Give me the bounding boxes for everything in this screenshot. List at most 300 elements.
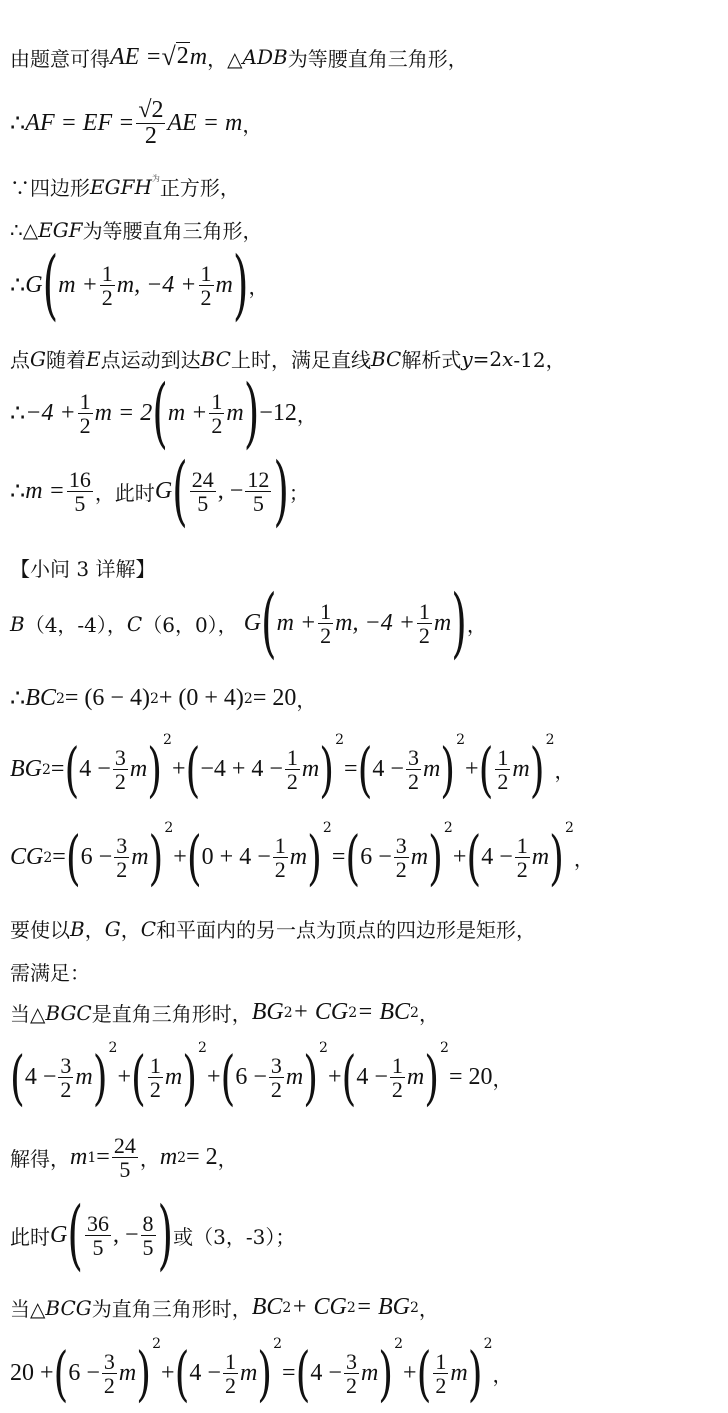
numerator: 24: [191, 467, 214, 492]
math: G: [154, 478, 173, 505]
numerator: 3: [103, 1349, 115, 1374]
math: C: [140, 916, 156, 941]
text: 正方形，: [159, 176, 240, 200]
math: B: [10, 611, 25, 636]
math: AE =: [110, 43, 162, 70]
text: ，: [418, 1002, 439, 1026]
line-19: [10, 1191, 722, 1280]
superscript: 2: [440, 1039, 449, 1056]
math: = (6 − 4): [64, 685, 150, 711]
math: G: [104, 916, 121, 941]
line-14: [10, 914, 722, 943]
right-paren: ): [232, 241, 249, 330]
fraction: [199, 262, 214, 309]
fraction: [245, 468, 271, 515]
left-paren: (: [53, 1339, 69, 1408]
numerator: 1: [391, 1053, 403, 1078]
heading-text: 【小问 3 详解】: [10, 557, 156, 581]
numerator: 1: [286, 745, 298, 770]
text: 点运动到达: [100, 348, 201, 372]
math: G: [243, 610, 262, 637]
line-10: [10, 579, 722, 668]
math: m: [215, 272, 233, 299]
text: （6，0），: [142, 613, 238, 638]
left-paren: (: [65, 823, 81, 892]
math: 6 −: [68, 1360, 100, 1387]
denominator: 2: [101, 285, 113, 311]
text: 解得，: [10, 1147, 70, 1172]
math: +: [465, 756, 479, 783]
math: m: [289, 844, 308, 871]
line-4: [10, 215, 722, 244]
left-paren: (: [261, 579, 277, 668]
math: +: [171, 756, 186, 783]
fraction: [141, 1212, 156, 1259]
left-paren: (: [220, 1043, 236, 1112]
math: =: [96, 1144, 110, 1171]
right-paren: ): [378, 1339, 394, 1408]
right-paren: ): [319, 735, 335, 804]
text: ，: [492, 1067, 513, 1092]
line-5: [10, 241, 722, 330]
right-paren: ): [424, 1043, 440, 1112]
numerator: 24: [113, 1133, 136, 1158]
fraction: [102, 1350, 117, 1397]
line-17: [10, 1039, 722, 1112]
left-paren: (: [295, 1339, 311, 1408]
fraction: [406, 746, 421, 793]
left-paren: (: [466, 823, 482, 892]
fraction: [190, 468, 216, 515]
math: =: [52, 844, 66, 871]
math: BC: [251, 1294, 283, 1320]
denominator: 2: [407, 769, 419, 795]
numerator: 12: [247, 467, 270, 492]
math: +: [173, 844, 187, 871]
right-paren: ): [243, 369, 260, 458]
left-paren: (: [131, 1043, 146, 1112]
math: BCG: [45, 1295, 92, 1320]
math: m: [70, 1144, 88, 1171]
numerator: 36: [86, 1211, 109, 1236]
math: BG: [251, 999, 284, 1025]
denominator: 5: [119, 1157, 131, 1183]
left-paren: (: [416, 1339, 432, 1408]
denominator: 2: [286, 769, 298, 795]
left-paren: (: [10, 1043, 25, 1112]
text: ，△: [207, 46, 243, 71]
math: m +: [276, 610, 317, 637]
math: G: [25, 272, 43, 299]
math: m = 2: [94, 400, 153, 427]
fraction: [58, 1054, 73, 1101]
math: +: [117, 1064, 132, 1091]
superscript: 2: [322, 819, 332, 836]
denominator: 5: [142, 1235, 154, 1261]
numerator: 1: [435, 1349, 447, 1374]
math: G: [50, 1222, 68, 1249]
fraction: [318, 600, 333, 647]
math: 4 −: [24, 1064, 57, 1091]
superscript: 2: [335, 731, 345, 748]
text: 当△: [10, 1002, 46, 1026]
text: ，: [139, 1147, 160, 1172]
text: ∴: [10, 401, 26, 428]
text: ，: [492, 1363, 513, 1388]
math: 6 −: [235, 1064, 267, 1091]
left-paren: (: [341, 1043, 357, 1112]
numerator: √2: [138, 97, 164, 123]
math: m: [129, 756, 148, 783]
denominator: 2: [345, 1373, 357, 1399]
math: m: [422, 756, 441, 783]
math: BGC: [45, 1000, 92, 1025]
superscript: 2: [108, 1039, 118, 1056]
math: EGF: [38, 217, 83, 242]
line-16: 当△ BGC 是直角三角形时， BG 2 + CG 2 = BC 2 ，: [10, 999, 439, 1026]
math: 4 −: [372, 756, 404, 783]
denominator: 2: [79, 413, 91, 439]
line-18: 解得， m 1 = $\frac{24}{5}$ ， m 2 = 2 ，: [10, 1133, 238, 1183]
text: ∴: [10, 479, 26, 506]
text: 为等腰直角三角形，: [82, 219, 263, 243]
sqrt-expression: [162, 42, 190, 72]
math: m: [285, 1064, 304, 1091]
text: ∴: [10, 686, 26, 712]
math: , −: [217, 478, 244, 505]
superscript: 2: [198, 1039, 207, 1056]
math: m: [226, 400, 244, 427]
denominator: 2: [144, 123, 157, 150]
math: BC: [200, 346, 231, 371]
math: m +: [58, 272, 98, 299]
right-paren: ): [147, 735, 163, 804]
numerator: 3: [395, 833, 407, 858]
denominator: 5: [92, 1235, 104, 1261]
math: =: [282, 1360, 296, 1387]
right-paren: ): [440, 735, 456, 804]
math: m, −4 +: [335, 610, 415, 637]
math: + (0 + 4): [158, 685, 244, 711]
math: CG: [10, 844, 44, 871]
math: ADB: [242, 45, 288, 69]
text: ，: [242, 113, 263, 138]
numerator: 1: [224, 1349, 236, 1374]
right-paren: ): [182, 1043, 198, 1112]
math: m: [239, 1360, 258, 1387]
numerator: 1: [497, 745, 509, 770]
text: ，: [466, 613, 487, 638]
left-paren: (: [174, 1339, 190, 1408]
fraction: [100, 262, 115, 309]
math: = 2: [186, 1144, 218, 1171]
left-paren: (: [42, 241, 59, 330]
math: +: [161, 1360, 175, 1387]
math: EGFH: [90, 174, 152, 199]
fraction: [223, 1350, 238, 1397]
math: m: [410, 844, 429, 871]
fraction: [273, 834, 288, 881]
fraction: [394, 834, 409, 881]
line-7: [10, 369, 722, 458]
radical-sign: √: [161, 42, 176, 71]
math: BC: [25, 685, 56, 711]
line-2: [10, 98, 722, 149]
text: 点: [10, 348, 30, 372]
math: 0 + 4 −: [201, 844, 271, 871]
line-21: [10, 1335, 722, 1408]
text: =2: [472, 346, 503, 371]
superscript: 2: [152, 1335, 162, 1352]
numerator: 8: [142, 1211, 154, 1236]
numerator: 1: [149, 1053, 161, 1078]
text: ∴: [10, 111, 26, 138]
numerator: 1: [274, 833, 286, 858]
math: +: [327, 1064, 342, 1091]
math: m: [118, 1360, 137, 1387]
math: m: [450, 1360, 468, 1387]
numerator: 3: [270, 1053, 282, 1078]
line-11: ∴ BC 2 = (6 − 4) 2 + (0 + 4) 2 = 20 ，: [10, 685, 317, 712]
text: ，此时: [94, 481, 155, 506]
right-paren: ): [529, 735, 545, 804]
superscript: 2: [456, 731, 466, 748]
text: ，: [120, 918, 141, 942]
line-8: [10, 447, 722, 536]
text: 随着: [45, 348, 86, 372]
math: m: [159, 1144, 178, 1171]
math: +: [403, 1360, 417, 1387]
text: ，: [296, 688, 317, 712]
denominator: 2: [116, 857, 128, 883]
numerator: 1: [320, 599, 332, 624]
text: ；: [288, 481, 309, 506]
math: B: [70, 916, 85, 941]
math: +: [206, 1064, 221, 1091]
math: = 20: [252, 685, 297, 711]
text: 要使以: [10, 918, 70, 942]
math: AF = EF =: [25, 110, 135, 137]
denominator: 2: [516, 857, 528, 883]
line-20: 当△ BCG 为直角三角形时， BC 2 + CG 2 = BG 2 ，: [10, 1294, 439, 1321]
superscript: 2: [394, 1335, 404, 1352]
line-1: [10, 42, 722, 72]
math: −4 + 4 −: [200, 756, 283, 783]
text: 解析式: [401, 348, 462, 372]
math: m: [406, 1064, 425, 1091]
denominator: 2: [418, 623, 430, 649]
text: 需满足：: [10, 961, 90, 985]
fraction: [417, 600, 432, 647]
denominator: 2: [435, 1373, 447, 1399]
denominator: 2: [270, 1077, 282, 1103]
fraction: [112, 1134, 138, 1181]
text: 是直角三角形时，: [91, 1002, 252, 1026]
math: = BC: [357, 999, 411, 1025]
math: 4 −: [79, 756, 111, 783]
superscript: 2: [443, 819, 453, 836]
math: m: [189, 43, 208, 70]
math: 6 −: [360, 844, 392, 871]
fraction: [136, 98, 165, 149]
left-paren: (: [357, 735, 373, 804]
denominator: 5: [252, 491, 264, 517]
right-paren: ): [148, 823, 164, 892]
math: m: [531, 844, 550, 871]
text: 或（3，-3）；: [173, 1225, 296, 1250]
fraction: [433, 1350, 448, 1397]
math: +: [452, 844, 467, 871]
right-paren: ): [467, 1339, 483, 1408]
math: 4 −: [189, 1360, 221, 1387]
right-paren: ): [257, 1339, 273, 1408]
fraction: [114, 834, 129, 881]
math: m: [164, 1064, 183, 1091]
superscript: 2: [163, 731, 172, 748]
fraction: [113, 746, 128, 793]
text: 为直角三角形时，: [91, 1297, 252, 1321]
text: -12，: [513, 348, 566, 372]
text: 上时，满足直线: [230, 348, 371, 372]
math: m: [75, 1064, 93, 1091]
math: m +: [167, 400, 208, 427]
fraction: [390, 1054, 405, 1101]
math: m: [360, 1360, 379, 1387]
math: m: [433, 610, 452, 637]
denominator: 2: [60, 1077, 72, 1103]
numerator: 1: [79, 389, 91, 414]
fraction: [515, 834, 530, 881]
fraction: [85, 1212, 111, 1259]
numerator: 1: [516, 833, 528, 858]
text: ，: [217, 1147, 238, 1172]
math: G: [30, 346, 46, 371]
math: = 20: [448, 1064, 493, 1091]
line-12: BG 2 = ( 4 − $\frac{3}{2}$ m ) 2 + ( −4 + 4 − $\frac{1}{2}$ m ) 2 = ( 4 − $\frac{3}{2}$ m ) 2 + ( $\frac{1}{2}$ m ) 2 ，: [10, 731, 575, 804]
denominator: 2: [211, 413, 223, 439]
numerator: 1: [211, 389, 223, 414]
fraction: [78, 390, 93, 437]
tiny-text: 为: [151, 174, 160, 183]
fraction: [148, 1054, 163, 1101]
fraction: [67, 468, 93, 515]
math: −12: [259, 400, 297, 427]
math: x: [502, 346, 514, 371]
text: ，: [554, 759, 575, 784]
fraction: [344, 1350, 359, 1397]
math: + CG: [292, 999, 349, 1025]
text: 当△: [10, 1297, 46, 1321]
right-paren: ): [157, 1191, 174, 1280]
math: 6 −: [80, 844, 113, 871]
line-6: [10, 344, 722, 373]
text: 此时: [10, 1225, 50, 1250]
math: m: [301, 756, 320, 783]
math: =: [331, 844, 346, 871]
denominator: 2: [114, 769, 126, 795]
denominator: 2: [149, 1077, 161, 1103]
right-paren: ): [303, 1043, 319, 1112]
denominator: 5: [197, 491, 209, 517]
math: y: [461, 346, 473, 371]
math: 4 −: [356, 1064, 388, 1091]
numerator: 1: [101, 261, 113, 286]
denominator: 2: [320, 623, 332, 649]
text: 和平面内的另一点为顶点的四边形是矩形，: [156, 918, 536, 942]
radicand: 2: [176, 43, 189, 69]
line-3: [10, 172, 722, 201]
math: 4 −: [310, 1360, 342, 1387]
numerator: 3: [60, 1053, 72, 1078]
left-paren: (: [478, 735, 494, 804]
numerator: 1: [200, 261, 212, 286]
math: m =: [25, 478, 65, 505]
text: ∵四边形: [10, 176, 90, 200]
fraction: [495, 746, 510, 793]
math: =: [344, 756, 358, 783]
math: C: [126, 611, 143, 636]
fraction: [269, 1054, 284, 1101]
math: m: [131, 844, 149, 871]
superscript: 2: [483, 1335, 493, 1352]
fraction: [209, 390, 224, 437]
line-15: [10, 957, 722, 986]
math: 4 −: [481, 844, 513, 871]
math: BC: [370, 346, 402, 371]
right-paren: ): [428, 823, 443, 892]
right-paren: ): [136, 1339, 152, 1408]
text: ，: [418, 1297, 439, 1321]
left-paren: (: [67, 1191, 83, 1280]
left-paren: (: [185, 735, 201, 804]
text: （4，-4），: [24, 613, 127, 638]
left-paren: (: [186, 823, 202, 892]
left-paren: (: [64, 735, 80, 804]
right-paren: ): [92, 1043, 108, 1112]
line-13: CG 2 = ( 6 − $\frac{3}{2}$ m ) 2 + ( 0 + 4 − $\frac{1}{2}$ m ) 2 = ( 6 − $\frac{3}{2}$ m ) 2 + ( 4 − $\frac{1}{2}$ m ) 2 ，: [10, 819, 594, 892]
left-paren: (: [152, 369, 168, 458]
numerator: 3: [114, 745, 126, 770]
superscript: 2: [164, 819, 174, 836]
math: , −: [112, 1222, 139, 1249]
right-paren: ): [451, 579, 467, 668]
denominator: 2: [395, 857, 407, 883]
text: 为等腰直角三角形，: [287, 46, 468, 71]
denominator: 2: [391, 1077, 403, 1103]
denominator: 5: [74, 491, 86, 517]
math: = BG: [355, 1294, 410, 1320]
text: ，: [573, 847, 594, 872]
superscript: 2: [545, 731, 555, 748]
denominator: 2: [497, 769, 509, 795]
math: 20 +: [10, 1360, 54, 1387]
text: ，: [84, 918, 105, 942]
superscript: 2: [273, 1335, 283, 1352]
fraction: [285, 746, 300, 793]
superscript: 2: [319, 1039, 328, 1056]
denominator: 2: [224, 1373, 236, 1399]
math: E: [85, 346, 101, 371]
numerator: 16: [68, 467, 91, 492]
math: m, −4 +: [116, 272, 197, 299]
text: ，: [248, 275, 269, 300]
text: ，: [296, 403, 317, 428]
right-paren: ): [549, 823, 564, 892]
math: + CG: [291, 1294, 347, 1320]
math: =: [50, 756, 65, 783]
denominator: 2: [103, 1373, 115, 1399]
left-paren: (: [345, 823, 361, 892]
